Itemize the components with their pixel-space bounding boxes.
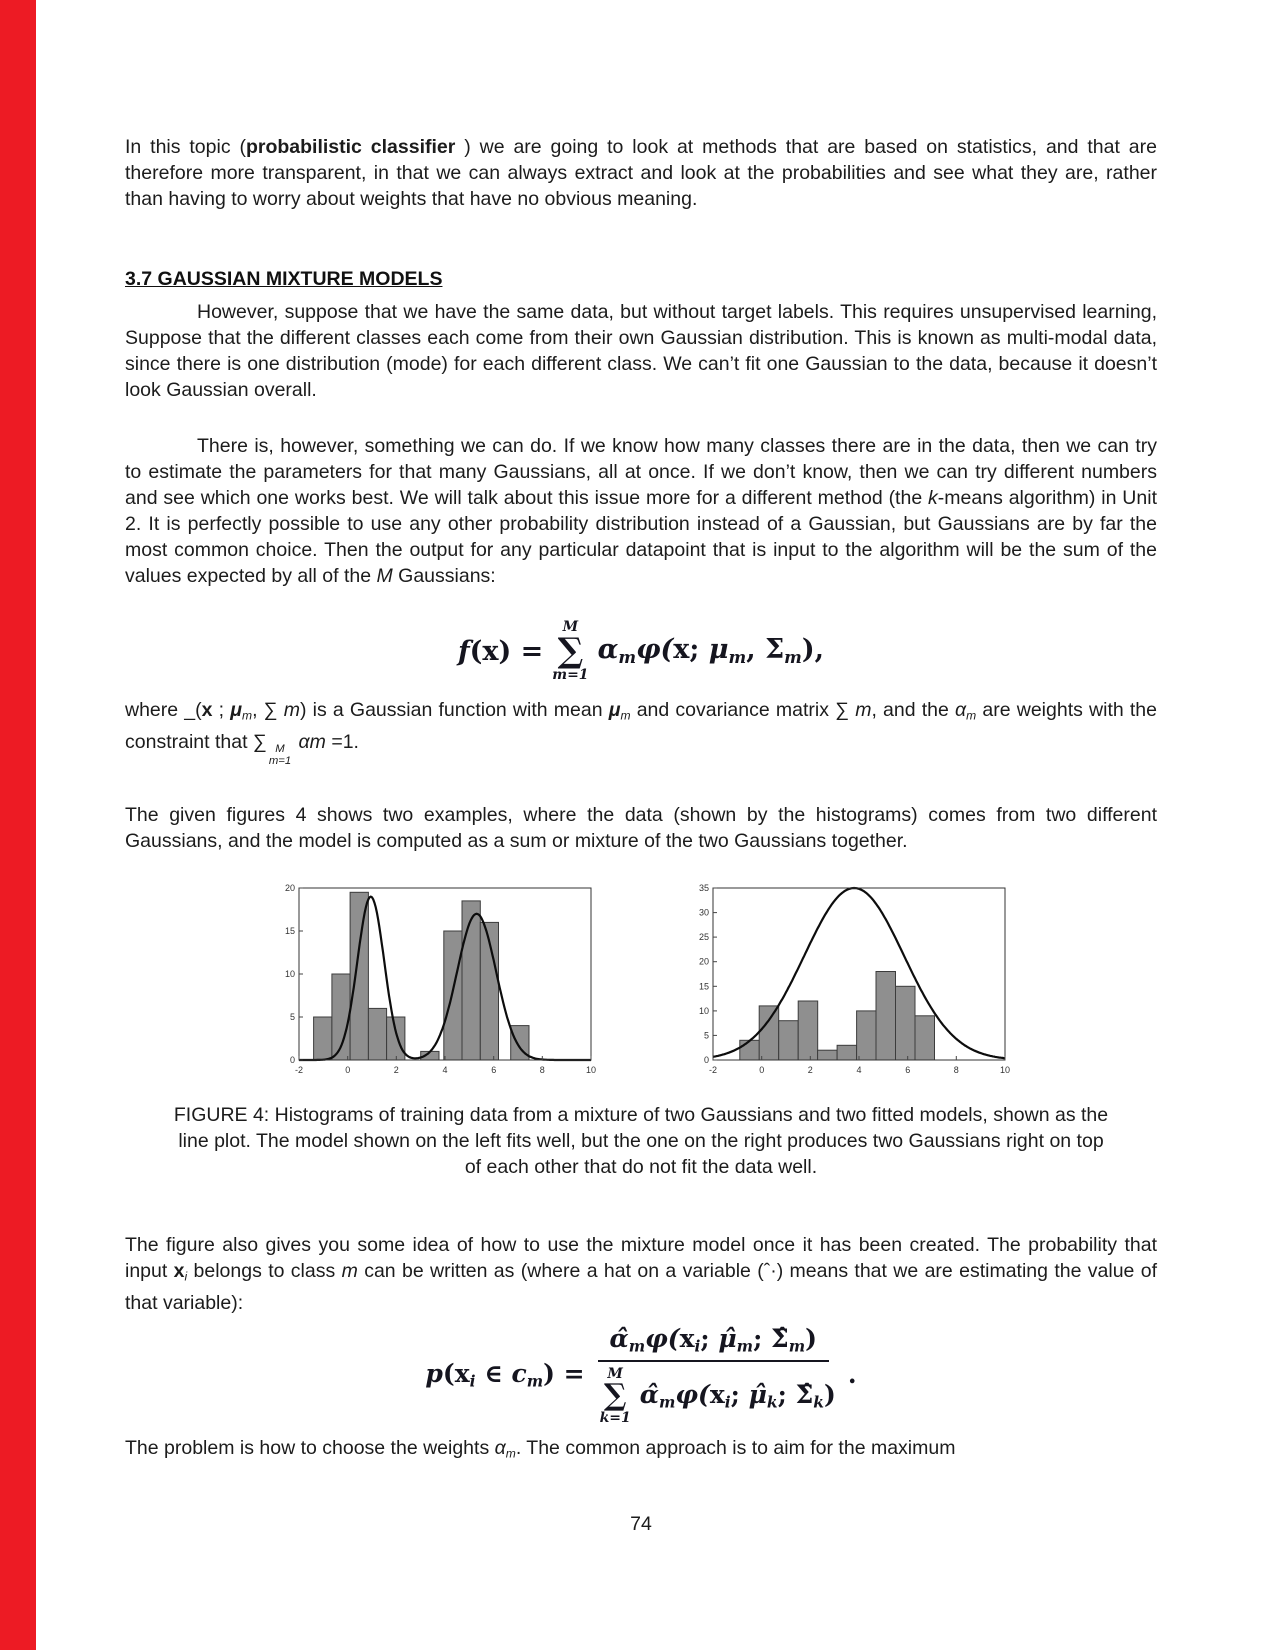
mixture-model-formula <box>125 613 1157 689</box>
paragraph-usage: The figure also gives you some idea of how to use the mixture model once it has been created. The probability that input $x_i$ belongs to class m can be written as (where a hat on a variable (ˆ·) means that we are estimating the value of that variable): <box>125 1233 1158 1314</box>
paragraph-figure-intro: The given figures 4 shows two examples, where the data (shown by the histograms) comes from two different Gaussians, and the model is computed as a sum or mixture of the two Gaussians together. <box>125 803 1157 852</box>
svg-text:0: 0 <box>345 1064 351 1075</box>
figure-caption: FIGURE 4: Histograms of training data from a mixture of two Gaussians and two fitted models, shown as the line plot. The model shown on the left fits well, but the one on the right produces two Gaussians right on top of each other that do not fit the data well. <box>173 1103 1109 1178</box>
section-heading: 3.7 GAUSSIAN MIXTURE MODELS <box>125 268 443 290</box>
sum-operator <box>600 1367 631 1425</box>
formula-lhs: $p(x_i$ ∈ $c_m$) = <box>425 1358 585 1391</box>
svg-text:6: 6 <box>905 1064 911 1075</box>
svg-text:15: 15 <box>698 981 709 992</box>
svg-text:20: 20 <box>284 882 295 893</box>
sum-lower-limit: m=1 <box>552 667 589 683</box>
svg-text:2: 2 <box>807 1064 813 1075</box>
svg-text:35: 35 <box>698 882 709 893</box>
red-edge-strip <box>0 0 36 1650</box>
paragraph-estimate-parameters: There is, however, something we can do. If we know how many classes there are in the data, then we can try to estimate the parameters for that many Gaussians, all at once. If we don’t know, then we can try different numbers and see which one works best. We will talk about this issue more for a different method (the k-means algorithm) in Unit 2. It is perfectly possible to use any other probability distribution instead of a Gaussian, but Gaussians are by far the most common choice. Then the output for any particular datapoint that is input to the algorithm will be the sum of the values expected by all of the M Gaussians: <box>125 435 1157 587</box>
svg-text:15: 15 <box>284 925 295 936</box>
svg-text:4: 4 <box>442 1064 448 1075</box>
sigma-symbol: ∑ <box>557 631 584 671</box>
fraction-denominator <box>591 1362 836 1425</box>
svg-text:8: 8 <box>953 1064 959 1075</box>
svg-text:10: 10 <box>284 968 295 979</box>
svg-text:10: 10 <box>999 1064 1011 1075</box>
svg-text:4: 4 <box>856 1064 862 1075</box>
sum-operator <box>552 620 588 682</box>
svg-text:-2: -2 <box>708 1064 718 1075</box>
paragraph-unsupervised: However, suppose that we have the same data, but without target labels. This requires unsupervised learning, Suppose that the different classes each come from their own Gaussian distribution. This is known as multi-modal data, since there is one distribution (mode) for each different class. We can’t fit one Gaussian to the data, because it doesn’t look Gaussian overall. <box>125 301 1157 401</box>
svg-text:5: 5 <box>703 1030 709 1041</box>
formula-rhs: $\alpha_m\varphi(x$; $\mu_m$, $\Sigma_m$), <box>597 634 825 668</box>
svg-text:0: 0 <box>289 1054 295 1065</box>
svg-text:2: 2 <box>393 1064 399 1075</box>
svg-text:10: 10 <box>585 1064 597 1075</box>
formula-lhs: f(x) = <box>457 635 544 667</box>
paragraph-where-definition: where _(x ; $\mu_m$, ∑ m) is a Gaussian function with mean $\mu_m$ and covariance matrix ∑ m, and the $\alpha_m$ are weights with the constraint that ∑ M m=1 αm =1. <box>125 699 1157 768</box>
svg-text:8: 8 <box>539 1064 545 1075</box>
fraction <box>591 1324 836 1426</box>
svg-text:0: 0 <box>759 1064 765 1075</box>
formula-period: . <box>847 1359 857 1389</box>
class-probability-formula <box>125 1324 1157 1426</box>
fraction-numerator: $\alphâ_m\varphi(x_i$; $\mû_m$; $\Sigmâ_m$) <box>598 1324 829 1363</box>
sum-lower-limit: k=1 <box>599 1410 631 1427</box>
svg-text:10: 10 <box>698 1005 709 1016</box>
svg-text:30: 30 <box>698 907 709 918</box>
sigma-symbol: ∑ <box>603 1378 627 1414</box>
sum-upper-limit: M <box>607 1366 623 1383</box>
paragraph-problem: The problem is how to choose the weights $\alpha_m$. The common approach is to aim for the maximum <box>125 1437 956 1461</box>
svg-text:25: 25 <box>698 931 709 942</box>
svg-text:6: 6 <box>491 1064 497 1075</box>
svg-text:20: 20 <box>698 956 709 967</box>
sum-upper-limit: M <box>562 619 579 635</box>
denominator-expression: $\alphâ_m\varphi(x_i$; $\mû_k$; $\Sigmâ_k$) <box>639 1380 836 1412</box>
svg-text:5: 5 <box>289 1011 295 1022</box>
page-content <box>125 0 1157 1536</box>
svg-text:-2: -2 <box>294 1064 304 1075</box>
histogram-chart-right <box>683 880 1013 1080</box>
figure-4 <box>125 880 1157 1080</box>
page-number: 74 <box>630 1512 652 1535</box>
histogram-chart-left <box>269 880 599 1080</box>
svg-text:0: 0 <box>703 1054 709 1065</box>
intro-paragraph: In this topic (probabilistic classifier ) we are going to look at methods that are based on statistics, and that are therefore more transparent, in that we can always extract and look at the probabilities and see what they are, rather than having to worry about weights that have no obvious meaning. <box>125 136 1157 210</box>
